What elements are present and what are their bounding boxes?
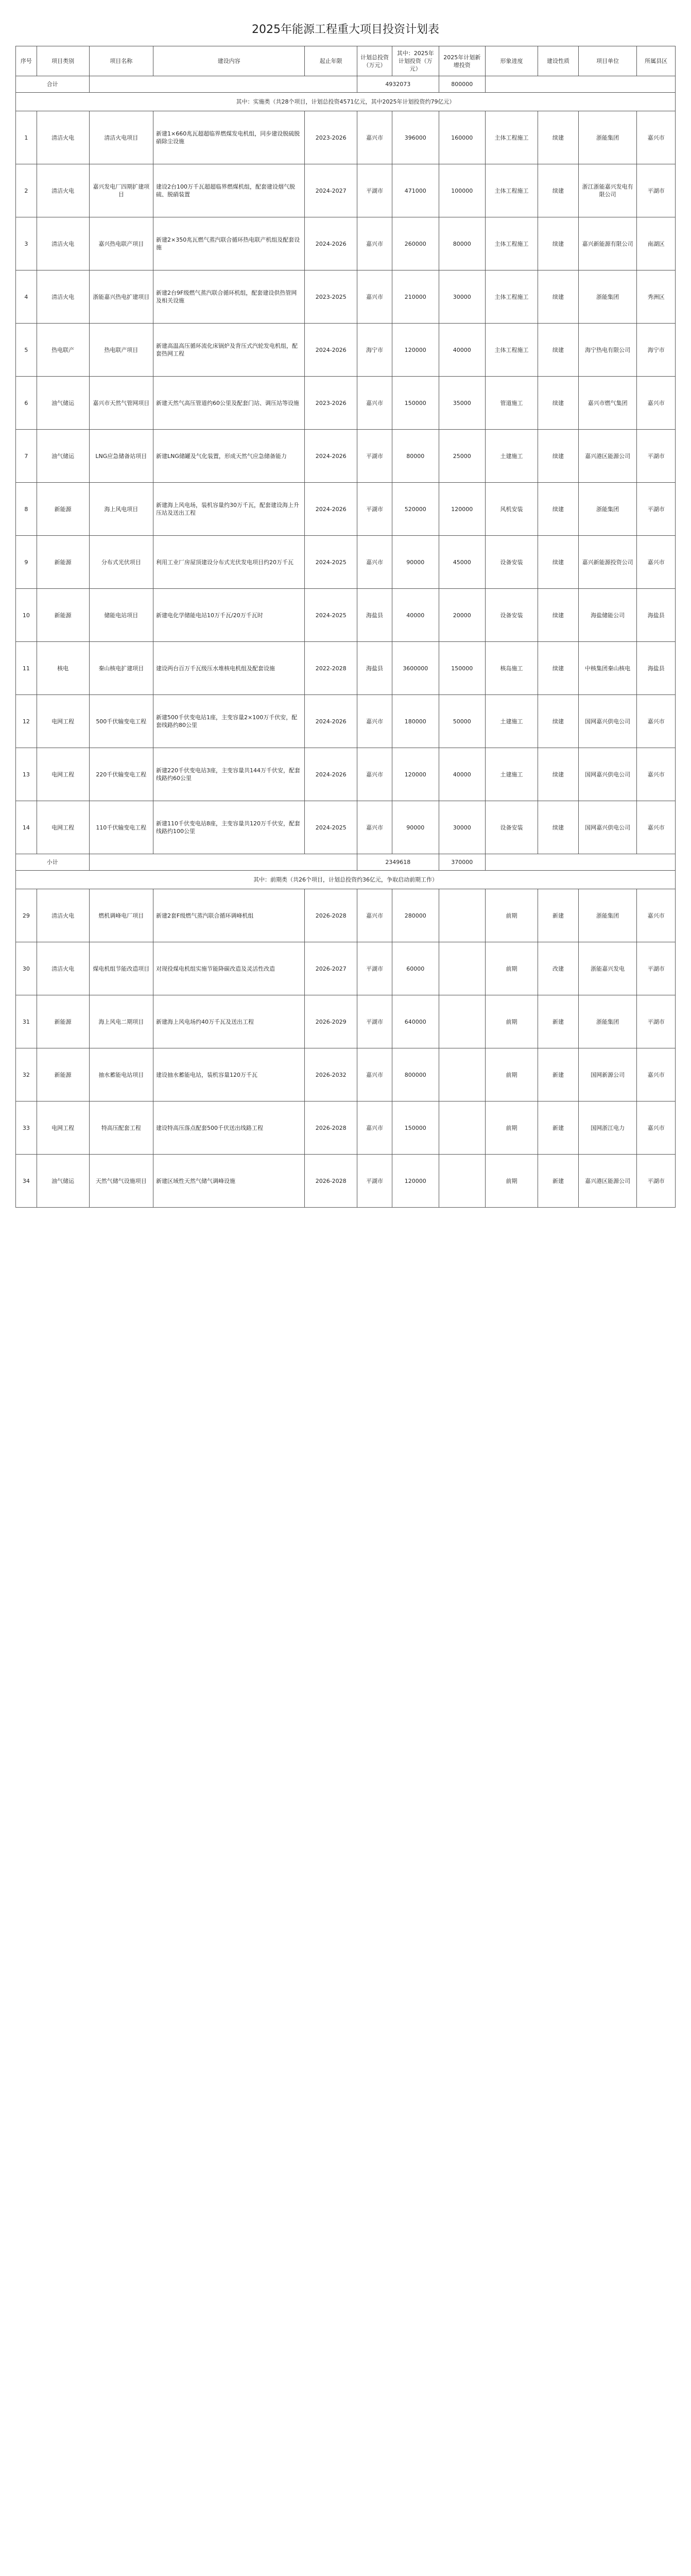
header-cell: 其中：2025年计划投资（万元） <box>392 46 439 76</box>
table-row <box>16 430 676 483</box>
cell-content: 新建2×350兆瓦燃气蒸汽联合循环热电联产机组及配套设施 <box>153 217 305 270</box>
cell-progress: 前期 <box>486 1155 538 1208</box>
cell-plan: 45000 <box>439 536 486 589</box>
cell-unit: 国网嘉兴供电公司 <box>579 748 637 801</box>
cell-county: 嘉兴市 <box>637 1048 676 1101</box>
cell-total: 120000 <box>392 1155 439 1208</box>
cell-name: 分布式光伏项目 <box>89 536 153 589</box>
cell-no: 14 <box>16 801 37 854</box>
table-row <box>16 1155 676 1208</box>
header-cell: 建设内容 <box>153 46 305 76</box>
cell-name: 110千伏输变电工程 <box>89 801 153 854</box>
cell-unit: 浙江浙能嘉兴发电有限公司 <box>579 164 637 217</box>
total-plan: 800000 <box>439 76 486 93</box>
cell-no: 8 <box>16 483 37 536</box>
subtotal-label: 小计 <box>16 854 90 871</box>
cell-content: 新建2台9F级燃气蒸汽联合循环机组，配套建设供热管网及相关设施 <box>153 270 305 324</box>
cell-plan <box>439 1048 486 1101</box>
cell-nature: 续建 <box>538 748 578 801</box>
cell-nature: 续建 <box>538 430 578 483</box>
cell-name: 220千伏输变电工程 <box>89 748 153 801</box>
cell-county: 平湖市 <box>637 430 676 483</box>
cell-content: 建设特高压落点配套500千伏送出线路工程 <box>153 1101 305 1155</box>
cell-loc: 海盐县 <box>357 642 392 695</box>
cell-nature: 续建 <box>538 270 578 324</box>
header-cell: 所属县区 <box>637 46 676 76</box>
table-row <box>16 801 676 854</box>
cell-county: 海盐县 <box>637 642 676 695</box>
cell-county: 平湖市 <box>637 995 676 1048</box>
cell-county: 平湖市 <box>637 483 676 536</box>
cell-plan <box>439 995 486 1048</box>
cell-name: 煤电机组节能改造项目 <box>89 942 153 995</box>
cell-progress: 主体工程施工 <box>486 164 538 217</box>
cell-cat: 电网工程 <box>37 695 89 748</box>
cell-content: 新建高温高压循环流化床锅炉及背压式汽轮发电机组，配套热网工程 <box>153 324 305 377</box>
cell-name: 天然气储气设施项目 <box>89 1155 153 1208</box>
cell-no: 30 <box>16 942 37 995</box>
cell-progress: 前期 <box>486 942 538 995</box>
cell-content: 新建LNG储罐及气化装置，形成天然气应急储备能力 <box>153 430 305 483</box>
cell-plan: 150000 <box>439 642 486 695</box>
table-row <box>16 942 676 995</box>
cell-total: 90000 <box>392 536 439 589</box>
cell-cat: 清洁火电 <box>37 942 89 995</box>
cell-progress: 设备安装 <box>486 589 538 642</box>
cell-unit: 海宁热电有限公司 <box>579 324 637 377</box>
cell-total: 120000 <box>392 748 439 801</box>
page-title: 2025年能源工程重大项目投资计划表 <box>252 23 439 36</box>
cell-progress: 土建施工 <box>486 748 538 801</box>
cell-years: 2024-2026 <box>305 695 357 748</box>
cell-content: 新建110千伏变电站8座，主变容量共120万千伏安，配套线路约100公里 <box>153 801 305 854</box>
cell-loc: 平湖市 <box>357 942 392 995</box>
cell-cat: 核电 <box>37 642 89 695</box>
cell-nature: 新建 <box>538 1101 578 1155</box>
cell-unit: 浙能集团 <box>579 995 637 1048</box>
cell-no: 6 <box>16 377 37 430</box>
cell-no: 12 <box>16 695 37 748</box>
cell-unit: 国网嘉兴供电公司 <box>579 695 637 748</box>
cell-no: 9 <box>16 536 37 589</box>
cell-name: 浙能嘉兴热电扩建项目 <box>89 270 153 324</box>
table-row <box>16 995 676 1048</box>
cell-plan: 25000 <box>439 430 486 483</box>
cell-no: 10 <box>16 589 37 642</box>
header-cell: 项目名称 <box>89 46 153 76</box>
table-row <box>16 695 676 748</box>
cell-cat: 清洁火电 <box>37 270 89 324</box>
table-row <box>16 748 676 801</box>
cell-no: 13 <box>16 748 37 801</box>
table-row <box>16 1048 676 1101</box>
cell-loc: 平湖市 <box>357 483 392 536</box>
cell-plan: 80000 <box>439 217 486 270</box>
cell-no: 7 <box>16 430 37 483</box>
project-table <box>15 46 676 1208</box>
cell-no: 34 <box>16 1155 37 1208</box>
cell-years: 2024-2027 <box>305 164 357 217</box>
table-row <box>16 164 676 217</box>
cell-plan <box>439 1101 486 1155</box>
cell-county: 平湖市 <box>637 1155 676 1208</box>
cell-nature: 续建 <box>538 801 578 854</box>
cell-cat: 清洁火电 <box>37 164 89 217</box>
cell-total: 60000 <box>392 942 439 995</box>
cell-loc: 嘉兴市 <box>357 270 392 324</box>
header-cell: 建设性质 <box>538 46 578 76</box>
cell-progress: 前期 <box>486 889 538 942</box>
cell-unit: 嘉兴新能源投资公司 <box>579 536 637 589</box>
cell-loc: 嘉兴市 <box>357 748 392 801</box>
cell-nature: 新建 <box>538 889 578 942</box>
cell-total: 800000 <box>392 1048 439 1101</box>
cell-nature: 续建 <box>538 483 578 536</box>
cell-plan: 50000 <box>439 695 486 748</box>
cell-loc: 嘉兴市 <box>357 695 392 748</box>
cell-years: 2024-2025 <box>305 536 357 589</box>
cell-loc: 海宁市 <box>357 324 392 377</box>
cell-nature: 续建 <box>538 111 578 164</box>
cell-county: 平湖市 <box>637 942 676 995</box>
cell-content: 建设2台100万千瓦超超临界燃煤机组，配套建设烟气脱硫、脱硝装置 <box>153 164 305 217</box>
cell-no: 2 <box>16 164 37 217</box>
cell-cat: 清洁火电 <box>37 217 89 270</box>
cell-cat: 清洁火电 <box>37 889 89 942</box>
cell-loc: 嘉兴市 <box>357 536 392 589</box>
cell-total: 3600000 <box>392 642 439 695</box>
cell-progress: 主体工程施工 <box>486 217 538 270</box>
cell-unit: 浙能集团 <box>579 270 637 324</box>
cell-unit: 海盐储能公司 <box>579 589 637 642</box>
cell-years: 2023-2026 <box>305 111 357 164</box>
cell-no: 29 <box>16 889 37 942</box>
cell-name: 海上风电项目 <box>89 483 153 536</box>
cell-cat: 新能源 <box>37 483 89 536</box>
cell-cat: 电网工程 <box>37 748 89 801</box>
cell-nature: 续建 <box>538 695 578 748</box>
cell-no: 32 <box>16 1048 37 1101</box>
cell-cat: 新能源 <box>37 536 89 589</box>
cell-loc: 平湖市 <box>357 995 392 1048</box>
cell-unit: 浙能集团 <box>579 889 637 942</box>
section-header <box>16 871 676 889</box>
cell-name: 嘉兴市天然气管网项目 <box>89 377 153 430</box>
cell-loc: 嘉兴市 <box>357 889 392 942</box>
cell-total: 471000 <box>392 164 439 217</box>
cell-name: 秦山核电扩建项目 <box>89 642 153 695</box>
cell-nature: 新建 <box>538 1155 578 1208</box>
cell-loc: 嘉兴市 <box>357 111 392 164</box>
cell-nature: 续建 <box>538 217 578 270</box>
cell-loc: 嘉兴市 <box>357 1048 392 1101</box>
cell-years: 2026-2032 <box>305 1048 357 1101</box>
cell-unit: 嘉兴新能源有限公司 <box>579 217 637 270</box>
cell-progress: 设备安装 <box>486 536 538 589</box>
cell-progress: 主体工程施工 <box>486 270 538 324</box>
cell-total: 210000 <box>392 270 439 324</box>
cell-no: 31 <box>16 995 37 1048</box>
section-title: 其中：前期类（共26个项目，计划总投资约36亿元，争取启动前期工作） <box>16 871 676 889</box>
cell-total: 280000 <box>392 889 439 942</box>
cell-plan: 160000 <box>439 111 486 164</box>
cell-content: 对现役煤电机组实施节能降碳改造及灵活性改造 <box>153 942 305 995</box>
cell-cat: 油气储运 <box>37 377 89 430</box>
cell-unit: 浙能集团 <box>579 111 637 164</box>
cell-name: 嘉兴发电厂四期扩建项目 <box>89 164 153 217</box>
document-page <box>0 0 691 1228</box>
cell-years: 2024-2026 <box>305 483 357 536</box>
cell-unit: 嘉兴港区能源公司 <box>579 1155 637 1208</box>
cell-total: 260000 <box>392 217 439 270</box>
cell-progress: 风机安装 <box>486 483 538 536</box>
cell-name: 海上风电二期项目 <box>89 995 153 1048</box>
cell-name: 500千伏输变电工程 <box>89 695 153 748</box>
cell-unit: 国网新源公司 <box>579 1048 637 1101</box>
cell-total: 40000 <box>392 589 439 642</box>
table-row <box>16 111 676 164</box>
cell-loc: 海盐县 <box>357 589 392 642</box>
cell-county: 嘉兴市 <box>637 111 676 164</box>
cell-total: 120000 <box>392 324 439 377</box>
table-row <box>16 324 676 377</box>
cell-loc: 嘉兴市 <box>357 377 392 430</box>
cell-plan: 35000 <box>439 377 486 430</box>
cell-cat: 新能源 <box>37 995 89 1048</box>
cell-county: 嘉兴市 <box>637 889 676 942</box>
cell-progress: 核岛施工 <box>486 642 538 695</box>
subtotal-row <box>16 854 676 871</box>
cell-no: 4 <box>16 270 37 324</box>
cell-no: 33 <box>16 1101 37 1155</box>
cell-loc: 平湖市 <box>357 430 392 483</box>
cell-plan: 120000 <box>439 483 486 536</box>
cell-plan: 30000 <box>439 270 486 324</box>
cell-nature: 新建 <box>538 995 578 1048</box>
cell-years: 2026-2028 <box>305 1101 357 1155</box>
header-cell: 项目单位 <box>579 46 637 76</box>
cell-unit: 浙能集团 <box>579 483 637 536</box>
cell-name: 抽水蓄能电站项目 <box>89 1048 153 1101</box>
cell-cat: 新能源 <box>37 1048 89 1101</box>
cell-cat: 电网工程 <box>37 1101 89 1155</box>
cell-years: 2024-2026 <box>305 430 357 483</box>
cell-plan: 30000 <box>439 801 486 854</box>
cell-name: 特高压配套工程 <box>89 1101 153 1155</box>
total-investment: 4932073 <box>357 76 439 93</box>
cell-years: 2024-2026 <box>305 748 357 801</box>
cell-unit: 浙能嘉兴发电 <box>579 942 637 995</box>
cell-progress: 管道施工 <box>486 377 538 430</box>
cell-loc: 平湖市 <box>357 1155 392 1208</box>
cell-unit: 国网浙江电力 <box>579 1101 637 1155</box>
cell-county: 嘉兴市 <box>637 536 676 589</box>
table-row <box>16 642 676 695</box>
cell-cat: 油气储运 <box>37 1155 89 1208</box>
table-header <box>16 46 676 76</box>
cell-years: 2026-2029 <box>305 995 357 1048</box>
section-title: 其中：实施类（共28个项目，计划总投资4571亿元，其中2025年计划投资约79亿元） <box>16 93 676 111</box>
header-cell: 计划总投资（万元） <box>357 46 392 76</box>
header-cell: 序号 <box>16 46 37 76</box>
cell-county: 海盐县 <box>637 589 676 642</box>
cell-unit: 国网嘉兴供电公司 <box>579 801 637 854</box>
section-header <box>16 93 676 111</box>
cell-loc: 平湖市 <box>357 164 392 217</box>
cell-name: 嘉兴热电联产项目 <box>89 217 153 270</box>
cell-years: 2022-2028 <box>305 642 357 695</box>
cell-content: 新建区域性天然气储气调峰设施 <box>153 1155 305 1208</box>
cell-years: 2024-2026 <box>305 324 357 377</box>
cell-name: 清洁火电项目 <box>89 111 153 164</box>
cell-nature: 续建 <box>538 589 578 642</box>
cell-loc: 嘉兴市 <box>357 1101 392 1155</box>
cell-nature: 新建 <box>538 1048 578 1101</box>
cell-years: 2024-2025 <box>305 589 357 642</box>
cell-progress: 前期 <box>486 1101 538 1155</box>
cell-content: 新建2套F级燃气蒸汽联合循环调峰机组 <box>153 889 305 942</box>
cell-progress: 主体工程施工 <box>486 324 538 377</box>
cell-content: 新建海上风电场约40万千瓦及送出工程 <box>153 995 305 1048</box>
cell-plan: 100000 <box>439 164 486 217</box>
cell-no: 11 <box>16 642 37 695</box>
cell-content: 新建天然气高压管道约60公里及配套门站、调压站等设施 <box>153 377 305 430</box>
cell-plan <box>439 942 486 995</box>
cell-content: 建设两台百万千瓦级压水堆核电机组及配套设施 <box>153 642 305 695</box>
cell-name: 储能电站项目 <box>89 589 153 642</box>
table-row <box>16 217 676 270</box>
cell-cat: 新能源 <box>37 589 89 642</box>
cell-county: 南湖区 <box>637 217 676 270</box>
cell-content: 新建电化学储能电站10万千瓦/20万千瓦时 <box>153 589 305 642</box>
table-row <box>16 1101 676 1155</box>
cell-total: 80000 <box>392 430 439 483</box>
cell-county: 秀洲区 <box>637 270 676 324</box>
cell-county: 海宁市 <box>637 324 676 377</box>
table-row <box>16 377 676 430</box>
cell-cat: 清洁火电 <box>37 111 89 164</box>
cell-nature: 续建 <box>538 324 578 377</box>
cell-total: 180000 <box>392 695 439 748</box>
cell-years: 2024-2026 <box>305 217 357 270</box>
cell-content: 新建海上风电场，装机容量约30万千瓦，配套建设海上升压站及送出工程 <box>153 483 305 536</box>
cell-years: 2026-2028 <box>305 889 357 942</box>
cell-county: 嘉兴市 <box>637 1101 676 1155</box>
cell-loc: 嘉兴市 <box>357 217 392 270</box>
cell-progress: 土建施工 <box>486 695 538 748</box>
cell-nature: 续建 <box>538 377 578 430</box>
cell-loc: 嘉兴市 <box>357 801 392 854</box>
cell-plan: 40000 <box>439 748 486 801</box>
cell-unit: 嘉兴市燃气集团 <box>579 377 637 430</box>
cell-content: 利用工业厂房屋顶建设分布式光伏发电项目约20万千瓦 <box>153 536 305 589</box>
cell-name: 热电联产项目 <box>89 324 153 377</box>
subtotal-investment: 2349618 <box>357 854 439 871</box>
table-row <box>16 483 676 536</box>
table-row <box>16 889 676 942</box>
cell-plan <box>439 1155 486 1208</box>
cell-progress: 土建施工 <box>486 430 538 483</box>
cell-total: 396000 <box>392 111 439 164</box>
cell-content: 新建220千伏变电站3座，主变容量共144万千伏安，配套线路约60公里 <box>153 748 305 801</box>
cell-content: 建设抽水蓄能电站，装机容量120万千瓦 <box>153 1048 305 1101</box>
cell-county: 嘉兴市 <box>637 377 676 430</box>
cell-no: 5 <box>16 324 37 377</box>
cell-county: 嘉兴市 <box>637 801 676 854</box>
cell-years: 2023-2025 <box>305 270 357 324</box>
header-cell: 项目类别 <box>37 46 89 76</box>
header-cell: 2025年计划新增投资 <box>439 46 486 76</box>
cell-years: 2024-2025 <box>305 801 357 854</box>
cell-years: 2026-2027 <box>305 942 357 995</box>
cell-progress: 前期 <box>486 1048 538 1101</box>
cell-total: 640000 <box>392 995 439 1048</box>
cell-content: 新建1×660兆瓦超超临界燃煤发电机组，同步建设脱硫脱硝除尘设施 <box>153 111 305 164</box>
header-cell: 形象进度 <box>486 46 538 76</box>
cell-nature: 改建 <box>538 942 578 995</box>
total-row <box>16 76 676 93</box>
cell-total: 520000 <box>392 483 439 536</box>
cell-name: 燃机调峰电厂项目 <box>89 889 153 942</box>
cell-total: 90000 <box>392 801 439 854</box>
cell-county: 嘉兴市 <box>637 695 676 748</box>
cell-county: 嘉兴市 <box>637 748 676 801</box>
cell-plan: 40000 <box>439 324 486 377</box>
cell-no: 1 <box>16 111 37 164</box>
cell-progress: 设备安装 <box>486 801 538 854</box>
cell-county: 平湖市 <box>637 164 676 217</box>
cell-cat: 电网工程 <box>37 801 89 854</box>
header-cell: 起止年限 <box>305 46 357 76</box>
cell-cat: 油气储运 <box>37 430 89 483</box>
cell-progress: 前期 <box>486 995 538 1048</box>
cell-total: 150000 <box>392 377 439 430</box>
cell-nature: 续建 <box>538 642 578 695</box>
cell-unit: 中核集团秦山核电 <box>579 642 637 695</box>
cell-progress: 主体工程施工 <box>486 111 538 164</box>
cell-years: 2023-2026 <box>305 377 357 430</box>
cell-total: 150000 <box>392 1101 439 1155</box>
cell-plan: 20000 <box>439 589 486 642</box>
cell-nature: 续建 <box>538 164 578 217</box>
cell-nature: 续建 <box>538 536 578 589</box>
table-row <box>16 589 676 642</box>
cell-cat: 热电联产 <box>37 324 89 377</box>
table-row <box>16 536 676 589</box>
cell-plan <box>439 889 486 942</box>
cell-name: LNG应急储备站项目 <box>89 430 153 483</box>
cell-years: 2026-2028 <box>305 1155 357 1208</box>
total-label: 合计 <box>16 76 90 93</box>
cell-content: 新建500千伏变电站1座，主变容量2×100万千伏安，配套线路约80公里 <box>153 695 305 748</box>
subtotal-plan: 370000 <box>439 854 486 871</box>
cell-no: 3 <box>16 217 37 270</box>
cell-unit: 嘉兴港区能源公司 <box>579 430 637 483</box>
table-row <box>16 270 676 324</box>
